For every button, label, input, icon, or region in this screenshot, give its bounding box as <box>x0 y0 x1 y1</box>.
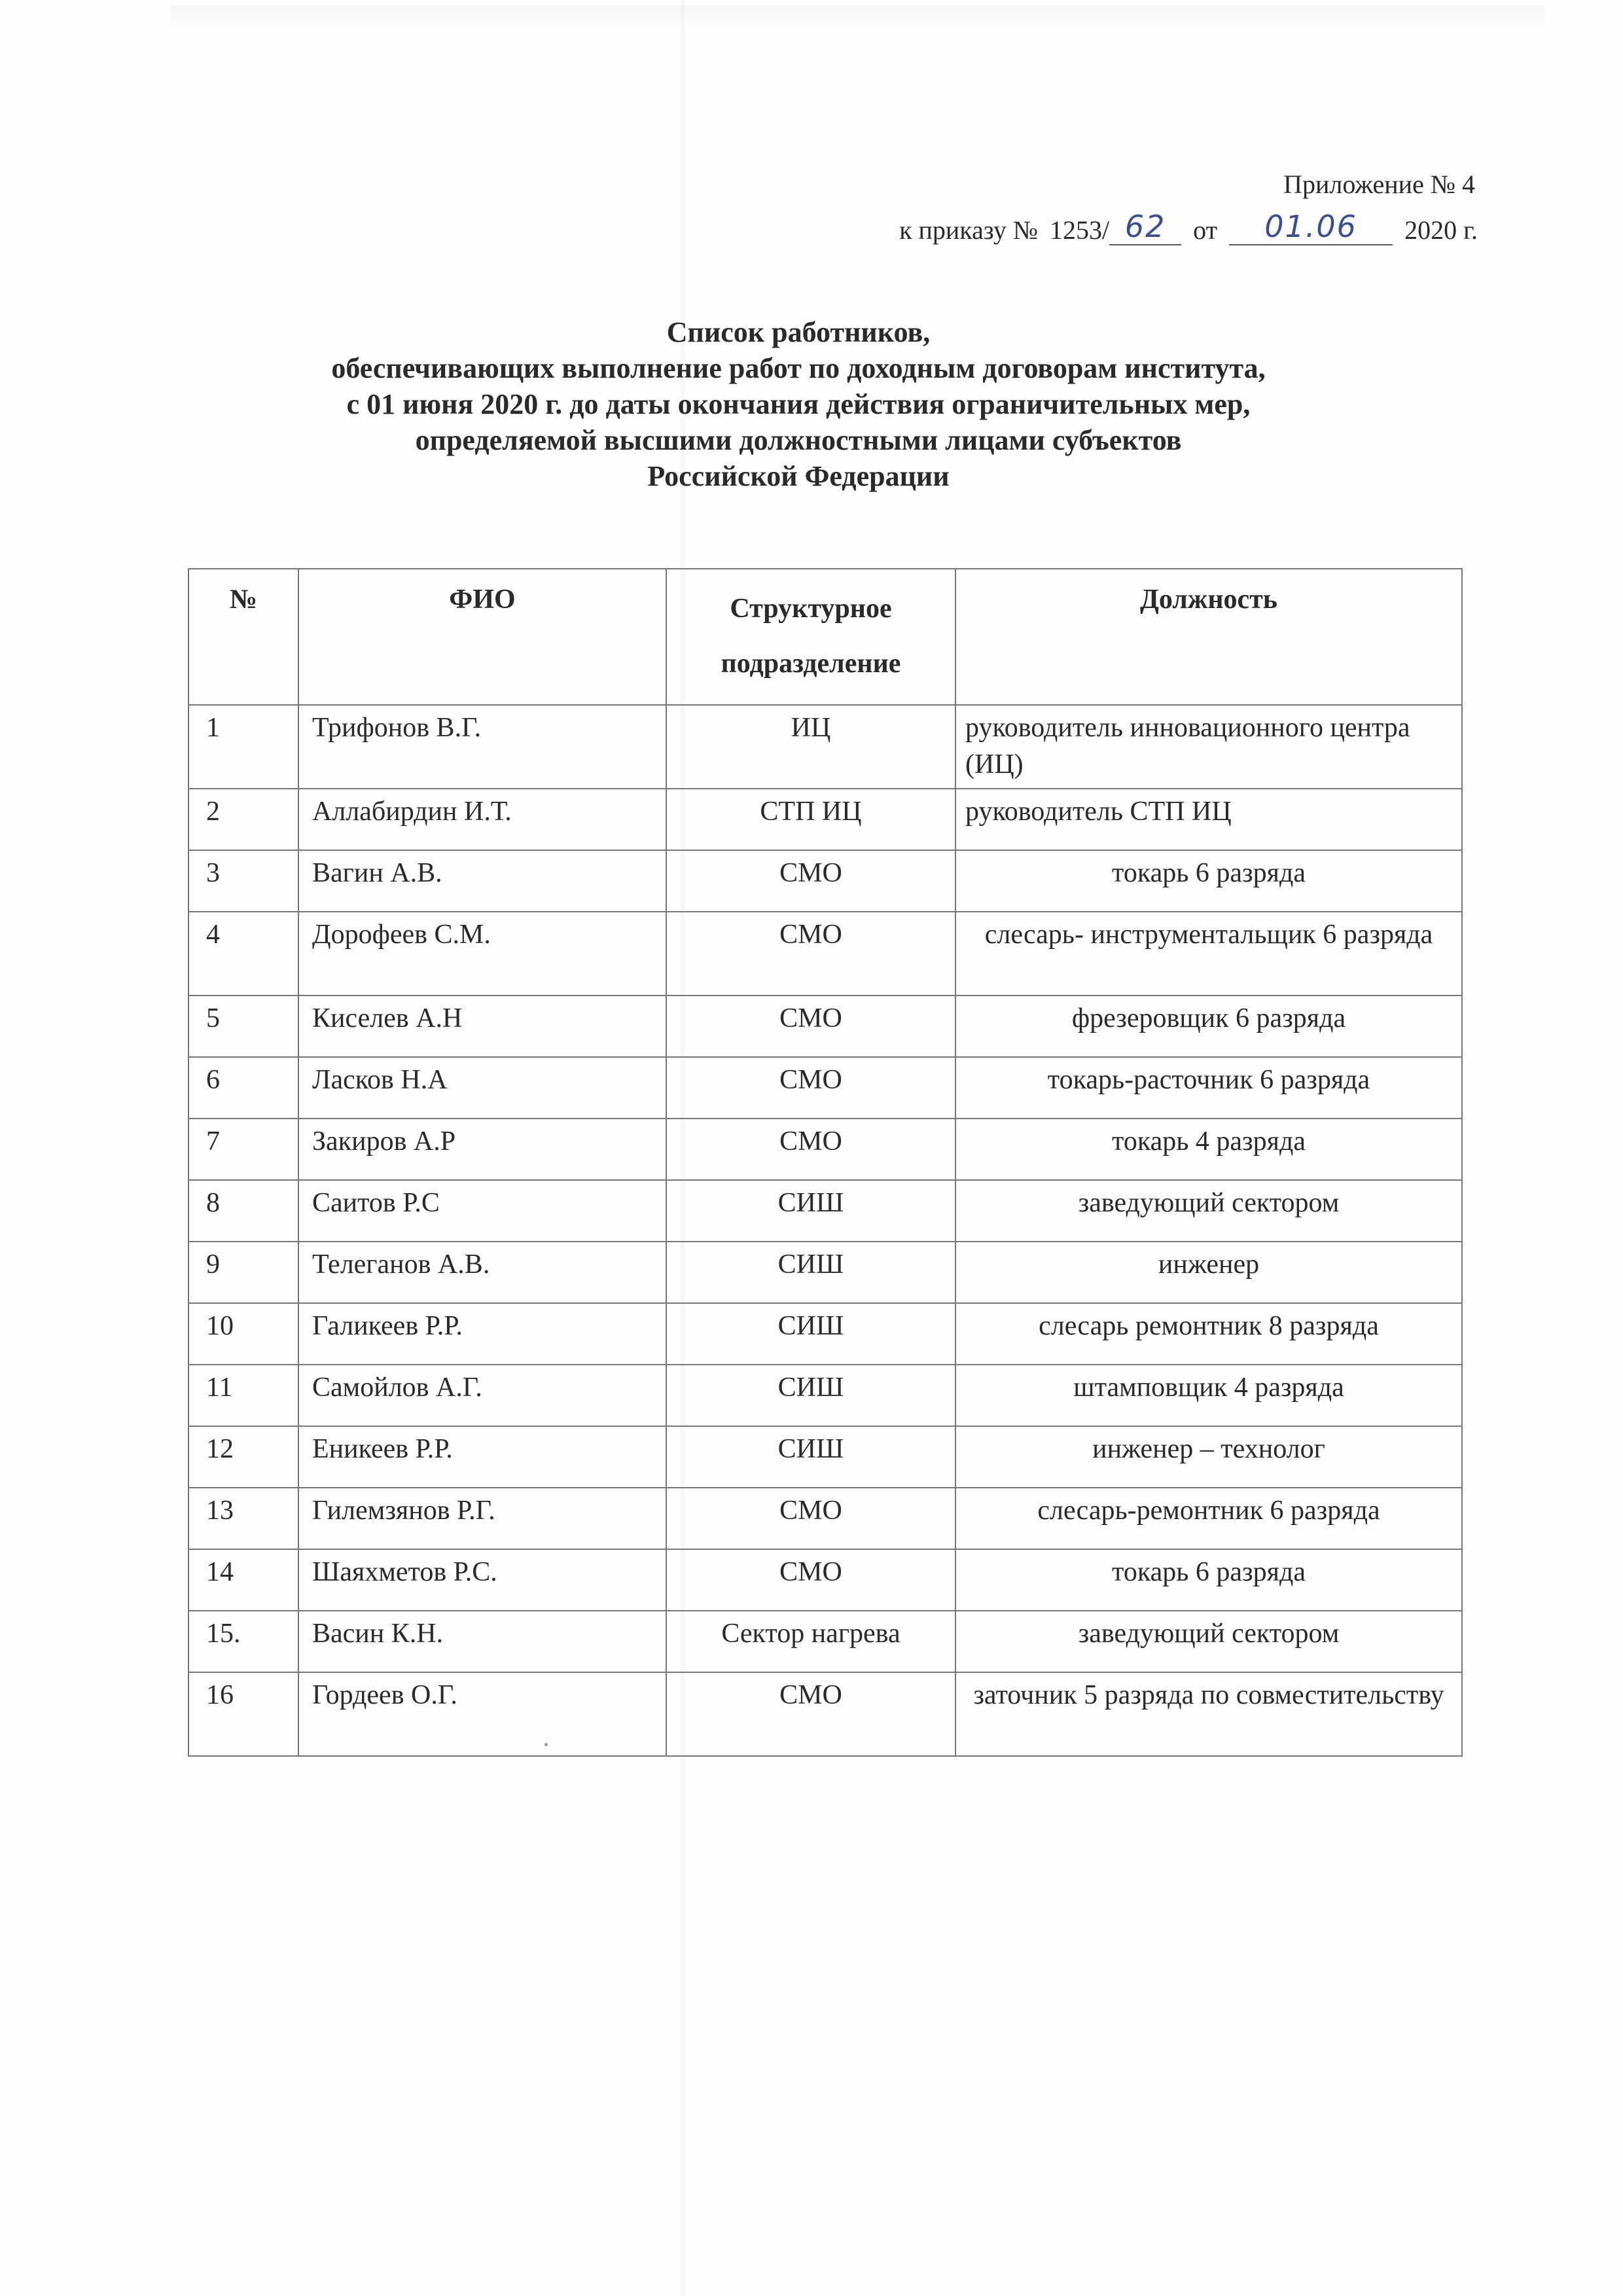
row-name: Гилемзянов Р.Г. <box>298 1488 666 1549</box>
row-name: Закиров А.Р <box>298 1119 666 1180</box>
row-dept: СМО <box>666 850 955 912</box>
table-row <box>188 912 1462 996</box>
row-position: заведующий сектором <box>955 1180 1462 1242</box>
row-name: Гордеев О.Г. <box>298 1672 666 1756</box>
row-position: слесарь- инструментальщик 6 разряда <box>955 912 1462 996</box>
row-position: токарь 6 разряда <box>955 1549 1462 1611</box>
row-position: токарь 6 разряда <box>955 850 1462 912</box>
row-dept: СМО <box>666 996 955 1057</box>
order-number-handwritten: 62 <box>1124 209 1166 244</box>
row-position: фрезеровщик 6 разряда <box>955 996 1462 1057</box>
row-no: 13 <box>188 1488 298 1549</box>
order-prefix: к приказу № <box>899 215 1039 245</box>
row-position: руководитель СТП ИЦ <box>955 789 1462 850</box>
row-name: Киселев А.Н <box>298 996 666 1057</box>
row-dept: ИЦ <box>666 705 955 789</box>
title-line: обеспечивающих выполнение работ по доходным договорам института, <box>331 352 1266 384</box>
header-position: Должность <box>955 569 1462 705</box>
order-date-blank <box>1229 209 1393 245</box>
row-name: Еникеев Р.Р. <box>298 1426 666 1488</box>
table-row <box>188 1672 1462 1756</box>
row-no: 5 <box>188 996 298 1057</box>
row-name: Ласков Н.А <box>298 1057 666 1119</box>
row-dept: СМО <box>666 1549 955 1611</box>
row-position: слесарь ремонтник 8 разряда <box>955 1303 1462 1365</box>
table-header-row <box>188 569 1462 705</box>
table-row <box>188 1057 1462 1119</box>
row-position: руководитель инновационного центра (ИЦ) <box>955 705 1462 789</box>
row-no: 8 <box>188 1180 298 1242</box>
title-line: Российской Федерации <box>647 460 950 492</box>
table-row <box>188 1180 1462 1242</box>
scan-speck <box>544 1743 548 1746</box>
row-position: токарь-расточник 6 разряда <box>955 1057 1462 1119</box>
table-row <box>188 1119 1462 1180</box>
title-line: с 01 июня 2020 г. до даты окончания действия ограничительных мер, <box>346 388 1251 420</box>
document-title <box>275 314 1322 494</box>
row-name: Саитов Р.С <box>298 1180 666 1242</box>
row-no: 2 <box>188 789 298 850</box>
row-position: слесарь-ремонтник 6 разряда <box>955 1488 1462 1549</box>
row-dept: Сектор нагрева <box>666 1611 955 1672</box>
staff-table <box>188 568 1463 1757</box>
row-dept: СИШ <box>666 1303 955 1365</box>
row-name: Дорофеев С.М. <box>298 912 666 996</box>
row-no: 14 <box>188 1549 298 1611</box>
row-dept: СМО <box>666 1119 955 1180</box>
title-line: определяемой высшими должностными лицами субъектов <box>415 424 1182 456</box>
title-line: Список работников, <box>666 316 931 348</box>
header-no: № <box>188 569 298 705</box>
scan-artifact <box>170 5 1544 25</box>
table-row <box>188 1242 1462 1303</box>
row-no: 11 <box>188 1365 298 1426</box>
row-name: Вагин А.В. <box>298 850 666 912</box>
row-name: Телеганов А.В. <box>298 1242 666 1303</box>
row-no: 10 <box>188 1303 298 1365</box>
row-position: заточник 5 разряда по совместительству <box>955 1672 1462 1756</box>
table-row <box>188 1549 1462 1611</box>
row-no: 16 <box>188 1672 298 1756</box>
row-dept: СИШ <box>666 1365 955 1426</box>
row-dept: СМО <box>666 912 955 996</box>
row-no: 7 <box>188 1119 298 1180</box>
row-position: заведующий сектором <box>955 1611 1462 1672</box>
table-row <box>188 1488 1462 1549</box>
row-name: Шаяхметов Р.С. <box>298 1549 666 1611</box>
table-row <box>188 705 1462 789</box>
row-no: 4 <box>188 912 298 996</box>
table-row <box>188 1426 1462 1488</box>
row-name: Васин К.Н. <box>298 1611 666 1672</box>
table-row <box>188 1303 1462 1365</box>
row-position: инженер <box>955 1242 1462 1303</box>
appendix-label: Приложение № 4 <box>1283 170 1475 199</box>
row-name: Трифонов В.Г. <box>298 705 666 789</box>
row-dept: СМО <box>666 1488 955 1549</box>
row-dept: СМО <box>666 1057 955 1119</box>
row-no: 12 <box>188 1426 298 1488</box>
row-name: Самойлов А.Г. <box>298 1365 666 1426</box>
order-number-blank <box>1109 209 1181 245</box>
row-no: 6 <box>188 1057 298 1119</box>
row-dept: СИШ <box>666 1426 955 1488</box>
table-row <box>188 1365 1462 1426</box>
row-position: штамповщик 4 разряда <box>955 1365 1462 1426</box>
order-date-handwritten: 01.06 <box>1264 209 1357 244</box>
table-row <box>188 789 1462 850</box>
row-position: токарь 4 разряда <box>955 1119 1462 1180</box>
table-row <box>188 850 1462 912</box>
row-dept: СИШ <box>666 1180 955 1242</box>
row-no: 15. <box>188 1611 298 1672</box>
row-dept: СТП ИЦ <box>666 789 955 850</box>
table-row <box>188 1611 1462 1672</box>
order-number-printed: 1253/ <box>1050 215 1110 245</box>
header-dept: Структурное подразделение <box>666 569 955 705</box>
row-name: Галикеев Р.Р. <box>298 1303 666 1365</box>
order-year: 2020 г. <box>1404 215 1478 245</box>
row-no: 3 <box>188 850 298 912</box>
row-dept: СМО <box>666 1672 955 1756</box>
header-name: ФИО <box>298 569 666 705</box>
order-from-label: от <box>1193 215 1218 245</box>
table-row <box>188 996 1462 1057</box>
order-reference <box>899 209 1478 245</box>
row-name: Аллабирдин И.Т. <box>298 789 666 850</box>
row-no: 9 <box>188 1242 298 1303</box>
row-position: инженер – технолог <box>955 1426 1462 1488</box>
row-dept: СИШ <box>666 1242 955 1303</box>
row-no: 1 <box>188 705 298 789</box>
